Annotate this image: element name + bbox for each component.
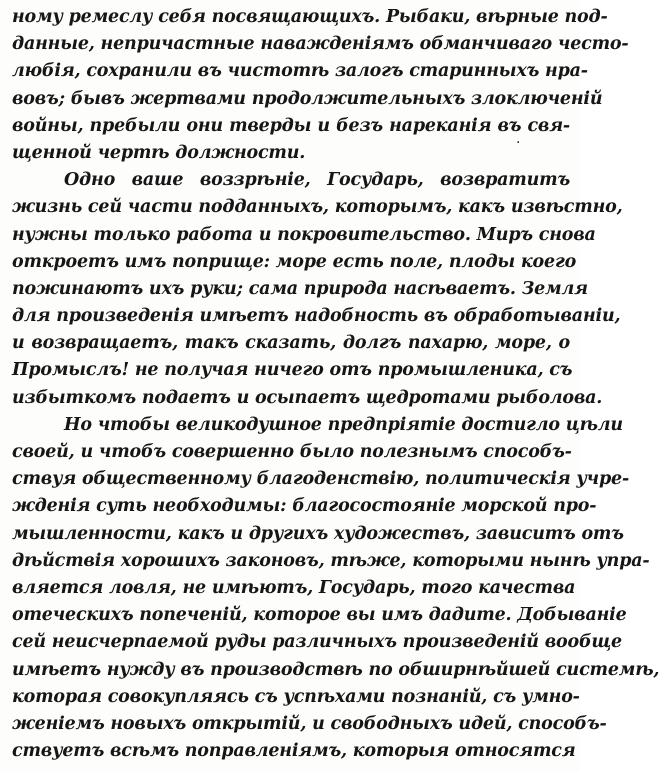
text-line: вовъ; бывъ жертвами продолжительныхъ злоключенiй — [12, 88, 603, 109]
paragraph-1 — [12, 4, 629, 167]
text-line: своей, и чтобъ совершенно было полезнымъ способъ- — [12, 442, 572, 462]
text-line: данные, непричастные наважденiямъ обманчиваго често- — [12, 34, 629, 55]
text-line: ному ремеслу себя посвящающихъ. Рыбаки, вѣрные под- — [12, 7, 608, 27]
text-line: женiемъ новыхъ открытiй, и свободныхъ идей, способъ- — [12, 713, 607, 734]
text-line: которая совокупляясь съ успѣхами познанiй, съ умно- — [12, 686, 580, 707]
text-line: жизнь сей части подданныхъ, которымъ, какъ извѣстно, — [12, 197, 623, 218]
text-line: Но чтобы великодушное предпрiятiе достигло цѣли — [64, 414, 623, 435]
paragraph-3 — [12, 412, 659, 765]
margin-mark: · — [516, 135, 521, 151]
text-line: дѣйствiя хорошихъ законовъ, тѣже, которыми нынѣ упра- — [12, 550, 650, 571]
text-line: нужны только работа и покровительство. Миръ снова — [12, 224, 596, 245]
text-line: ствуетъ всѣмъ поправленiямъ, которыя относятся — [12, 741, 576, 762]
text-line: имѣетъ нужду въ производствѣ по обширнѣйшей системѣ, — [12, 659, 659, 680]
body-text — [12, 4, 659, 765]
text-line: и возвращаетъ, такъ сказать, долгъ пахарю, море, о — [12, 333, 570, 354]
text-line: сей неисчерпаемой руды различныхъ произведенiй вообще — [12, 632, 622, 653]
text-line: Промыслъ! не получая ничего отъ промышленика, съ — [12, 360, 573, 381]
text-line: пожинаютъ ихъ руки; сама природа насѣваетъ. Земля — [12, 278, 588, 299]
text-line: щенной чертѣ должности. — [12, 142, 306, 163]
text-line: избыткомъ подаетъ и осыпаетъ щедротами рыболова. — [12, 387, 603, 408]
text-line: мышленности, какъ и другихъ художествъ, зависитъ отъ — [12, 523, 624, 544]
text-line: ствуя общественному благоденствiю, политическiя учре- — [12, 469, 630, 490]
text-line: отеческихъ попеченiй, которое вы имъ дадите. Добыванiе — [12, 605, 627, 626]
paragraph-2 — [12, 167, 623, 412]
text-line: любiя, сохранили въ чистотѣ залогъ старинныхъ нра- — [12, 61, 588, 82]
text-line: жденiя суть необходимы: благосостоянiе морской про- — [12, 496, 597, 517]
text-line: Одно ваше воззрѣнiе, Государь, возвратитъ — [64, 170, 570, 191]
text-line: войны, пребыли они тверды и безъ нареканiя въ свя- — [12, 115, 570, 136]
text-line: вляется ловля, не имѣютъ, Государь, того качества — [12, 577, 576, 598]
text-line: для произведенiя имѣетъ надобность въ обработыванiи, — [12, 306, 621, 327]
text-line: откроетъ имъ поприще: море есть поле, плоды коего — [12, 251, 577, 272]
